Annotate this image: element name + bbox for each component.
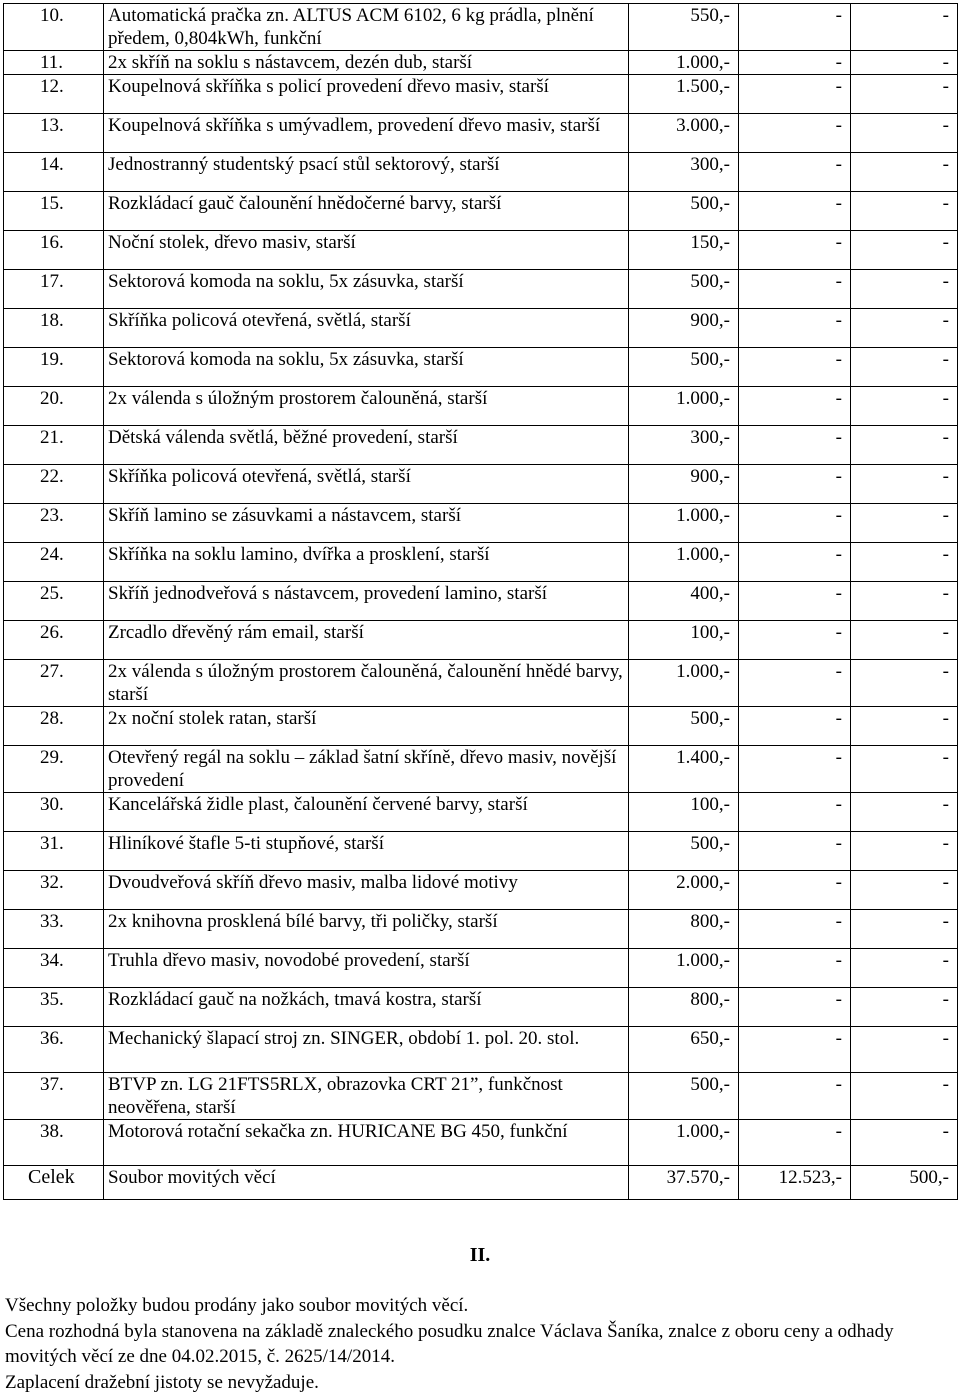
item-price: 3.000,- <box>629 114 739 153</box>
item-number: 34. <box>4 949 104 988</box>
table-row <box>4 832 958 871</box>
item-description: Dvoudveřová skříň dřevo masiv, malba lidové motivy <box>104 871 629 910</box>
item-col2: - <box>739 153 851 192</box>
table-row <box>4 910 958 949</box>
table-row <box>4 746 958 793</box>
item-number: 14. <box>4 153 104 192</box>
table-row <box>4 504 958 543</box>
item-number: 22. <box>4 465 104 504</box>
item-description: Automatická pračka zn. ALTUS ACM 6102, 6 kg prádla, plnění předem, 0,804kWh, funkční <box>104 4 629 51</box>
item-col2: - <box>739 949 851 988</box>
item-number: 19. <box>4 348 104 387</box>
item-price: 800,- <box>629 988 739 1027</box>
table-row <box>4 153 958 192</box>
total-row <box>4 1166 958 1200</box>
item-price: 500,- <box>629 192 739 231</box>
item-description: Koupelnová skříňka s umývadlem, provedení dřevo masiv, starší <box>104 114 629 153</box>
item-col2: - <box>739 660 851 707</box>
total-description: Soubor movitých věcí <box>104 1166 629 1200</box>
item-col2: - <box>739 910 851 949</box>
table-row <box>4 949 958 988</box>
item-number: 24. <box>4 543 104 582</box>
item-col3: - <box>851 51 958 75</box>
item-price: 1.000,- <box>629 1120 739 1166</box>
item-price: 500,- <box>629 270 739 309</box>
item-number: 37. <box>4 1073 104 1120</box>
table-row <box>4 387 958 426</box>
item-col2: - <box>739 51 851 75</box>
item-col2: - <box>739 309 851 348</box>
item-col2: - <box>739 270 851 309</box>
item-col2: - <box>739 988 851 1027</box>
item-col2: - <box>739 1027 851 1073</box>
table-row <box>4 660 958 707</box>
item-col3: - <box>851 465 958 504</box>
table-row <box>4 707 958 746</box>
item-col3: - <box>851 949 958 988</box>
item-col3: - <box>851 153 958 192</box>
item-col3: - <box>851 348 958 387</box>
item-number: 21. <box>4 426 104 465</box>
item-col3: - <box>851 231 958 270</box>
item-description: Koupelnová skříňka s policí provedení dřevo masiv, starší <box>104 75 629 114</box>
table-row <box>4 426 958 465</box>
item-price: 1.500,- <box>629 75 739 114</box>
item-number: 38. <box>4 1120 104 1166</box>
item-price: 1.000,- <box>629 504 739 543</box>
item-col2: - <box>739 75 851 114</box>
item-number: 15. <box>4 192 104 231</box>
item-description: Skříňka policová otevřená, světlá, starší <box>104 465 629 504</box>
table-row <box>4 192 958 231</box>
item-col2: - <box>739 1120 851 1166</box>
item-description: Rozkládací gauč čalounění hnědočerné barvy, starší <box>104 192 629 231</box>
item-number: 31. <box>4 832 104 871</box>
item-description: Zrcadlo dřevěný rám email, starší <box>104 621 629 660</box>
item-description: 2x noční stolek ratan, starší <box>104 707 629 746</box>
table-row <box>4 1120 958 1166</box>
item-col2: - <box>739 426 851 465</box>
section-heading: II. <box>0 1244 960 1267</box>
item-price: 1.400,- <box>629 746 739 793</box>
table-row <box>4 75 958 114</box>
table-row <box>4 465 958 504</box>
table-row <box>4 1027 958 1073</box>
total-col2: 12.523,- <box>739 1166 851 1200</box>
footer-notes <box>5 1293 955 1395</box>
items-table <box>3 3 958 1200</box>
item-col3: - <box>851 4 958 51</box>
total-label: Celek <box>4 1166 104 1200</box>
item-price: 500,- <box>629 832 739 871</box>
item-price: 400,- <box>629 582 739 621</box>
item-description: 2x skříň na soklu s nástavcem, dezén dub, starší <box>104 51 629 75</box>
item-col2: - <box>739 504 851 543</box>
table-row <box>4 231 958 270</box>
item-price: 1.000,- <box>629 949 739 988</box>
item-col2: - <box>739 582 851 621</box>
item-col2: - <box>739 348 851 387</box>
item-number: 35. <box>4 988 104 1027</box>
table-row <box>4 1073 958 1120</box>
item-description: Skříň jednodveřová s nástavcem, provedení lamino, starší <box>104 582 629 621</box>
item-price: 150,- <box>629 231 739 270</box>
item-price: 300,- <box>629 426 739 465</box>
item-col3: - <box>851 746 958 793</box>
footer-line-price-basis: Cena rozhodná byla stanovena na základě znaleckého posudku znalce Václava Šaníka, znalce z oboru ceny a odhady movitých věcí ze dne 04.02.2015, č. 2625/14/2014. <box>5 1319 955 1370</box>
table-row <box>4 309 958 348</box>
total-price: 37.570,- <box>629 1166 739 1200</box>
item-description: 2x knihovna prosklená bílé barvy, tři poličky, starší <box>104 910 629 949</box>
item-col3: - <box>851 426 958 465</box>
item-col2: - <box>739 387 851 426</box>
item-description: Skříňka policová otevřená, světlá, starší <box>104 309 629 348</box>
item-col2: - <box>739 465 851 504</box>
item-description: Truhla dřevo masiv, novodobé provedení, starší <box>104 949 629 988</box>
item-price: 2.000,- <box>629 871 739 910</box>
item-number: 11. <box>4 51 104 75</box>
item-price: 900,- <box>629 309 739 348</box>
table-row <box>4 988 958 1027</box>
item-number: 12. <box>4 75 104 114</box>
footer-line-sale-note: Všechny položky budou prodány jako soubor movitých věcí. <box>5 1293 955 1319</box>
item-price: 500,- <box>629 348 739 387</box>
item-price: 1.000,- <box>629 543 739 582</box>
item-number: 20. <box>4 387 104 426</box>
item-description: Skříňka na soklu lamino, dvířka a prosklení, starší <box>104 543 629 582</box>
item-col2: - <box>739 4 851 51</box>
table-row <box>4 51 958 75</box>
item-price: 100,- <box>629 793 739 832</box>
item-price: 500,- <box>629 707 739 746</box>
table-row <box>4 4 958 51</box>
item-number: 29. <box>4 746 104 793</box>
item-col3: - <box>851 309 958 348</box>
item-col2: - <box>739 231 851 270</box>
item-description: Otevřený regál na soklu – základ šatní skříně, dřevo masiv, novější provedení <box>104 746 629 793</box>
item-description: Kancelářská židle plast, čalounění červené barvy, starší <box>104 793 629 832</box>
item-description: Sektorová komoda na soklu, 5x zásuvka, starší <box>104 270 629 309</box>
item-col2: - <box>739 192 851 231</box>
item-number: 17. <box>4 270 104 309</box>
item-col2: - <box>739 793 851 832</box>
item-description: Skříň lamino se zásuvkami a nástavcem, starší <box>104 504 629 543</box>
item-col3: - <box>851 793 958 832</box>
item-col3: - <box>851 1073 958 1120</box>
items-table-body <box>4 4 958 1200</box>
item-col3: - <box>851 832 958 871</box>
table-row <box>4 114 958 153</box>
item-col3: - <box>851 707 958 746</box>
item-price: 550,- <box>629 4 739 51</box>
item-description: Dětská válenda světlá, běžné provedení, starší <box>104 426 629 465</box>
table-row <box>4 270 958 309</box>
item-col3: - <box>851 660 958 707</box>
item-col3: - <box>851 1120 958 1166</box>
item-price: 1.000,- <box>629 660 739 707</box>
item-number: 30. <box>4 793 104 832</box>
item-col3: - <box>851 543 958 582</box>
table-row <box>4 348 958 387</box>
item-number: 26. <box>4 621 104 660</box>
table-row <box>4 871 958 910</box>
item-number: 25. <box>4 582 104 621</box>
item-description: Mechanický šlapací stroj zn. SINGER, období 1. pol. 20. stol. <box>104 1027 629 1073</box>
item-number: 13. <box>4 114 104 153</box>
item-col3: - <box>851 504 958 543</box>
item-description: Jednostranný studentský psací stůl sektorový, starší <box>104 153 629 192</box>
item-number: 16. <box>4 231 104 270</box>
item-number: 32. <box>4 871 104 910</box>
item-price: 650,- <box>629 1027 739 1073</box>
item-price: 1.000,- <box>629 387 739 426</box>
item-number: 33. <box>4 910 104 949</box>
item-number: 23. <box>4 504 104 543</box>
item-price: 300,- <box>629 153 739 192</box>
item-col3: - <box>851 270 958 309</box>
item-col3: - <box>851 114 958 153</box>
item-col2: - <box>739 621 851 660</box>
item-description: 2x válenda s úložným prostorem čalouněná, starší <box>104 387 629 426</box>
item-description: Sektorová komoda na soklu, 5x zásuvka, starší <box>104 348 629 387</box>
item-number: 27. <box>4 660 104 707</box>
item-col2: - <box>739 707 851 746</box>
item-col3: - <box>851 192 958 231</box>
item-number: 10. <box>4 4 104 51</box>
item-number: 28. <box>4 707 104 746</box>
item-col3: - <box>851 1027 958 1073</box>
item-col3: - <box>851 871 958 910</box>
item-col3: - <box>851 988 958 1027</box>
item-col3: - <box>851 621 958 660</box>
item-col2: - <box>739 746 851 793</box>
item-col3: - <box>851 582 958 621</box>
item-col2: - <box>739 1073 851 1120</box>
item-col3: - <box>851 75 958 114</box>
item-col3: - <box>851 387 958 426</box>
total-col3: 500,- <box>851 1166 958 1200</box>
item-description: 2x válenda s úložným prostorem čalouněná, čalounění hnědé barvy, starší <box>104 660 629 707</box>
item-number: 36. <box>4 1027 104 1073</box>
item-description: Hliníkové štafle 5-ti stupňové, starší <box>104 832 629 871</box>
item-col3: - <box>851 910 958 949</box>
item-description: Motorová rotační sekačka zn. HURICANE BG 450, funkční <box>104 1120 629 1166</box>
item-description: Noční stolek, dřevo masiv, starší <box>104 231 629 270</box>
table-row <box>4 582 958 621</box>
item-col2: - <box>739 871 851 910</box>
item-price: 800,- <box>629 910 739 949</box>
item-description: BTVP zn. LG 21FTS5RLX, obrazovka CRT 21”, funkčnost neověřena, starší <box>104 1073 629 1120</box>
item-price: 900,- <box>629 465 739 504</box>
table-row <box>4 621 958 660</box>
item-price: 500,- <box>629 1073 739 1120</box>
table-row <box>4 793 958 832</box>
footer-line-deposit-note: Zaplacení dražební jistoty se nevyžaduje. <box>5 1370 955 1395</box>
item-price: 100,- <box>629 621 739 660</box>
item-col2: - <box>739 832 851 871</box>
item-col2: - <box>739 543 851 582</box>
item-description: Rozkládací gauč na nožkách, tmavá kostra, starší <box>104 988 629 1027</box>
table-row <box>4 543 958 582</box>
item-number: 18. <box>4 309 104 348</box>
item-price: 1.000,- <box>629 51 739 75</box>
item-col2: - <box>739 114 851 153</box>
